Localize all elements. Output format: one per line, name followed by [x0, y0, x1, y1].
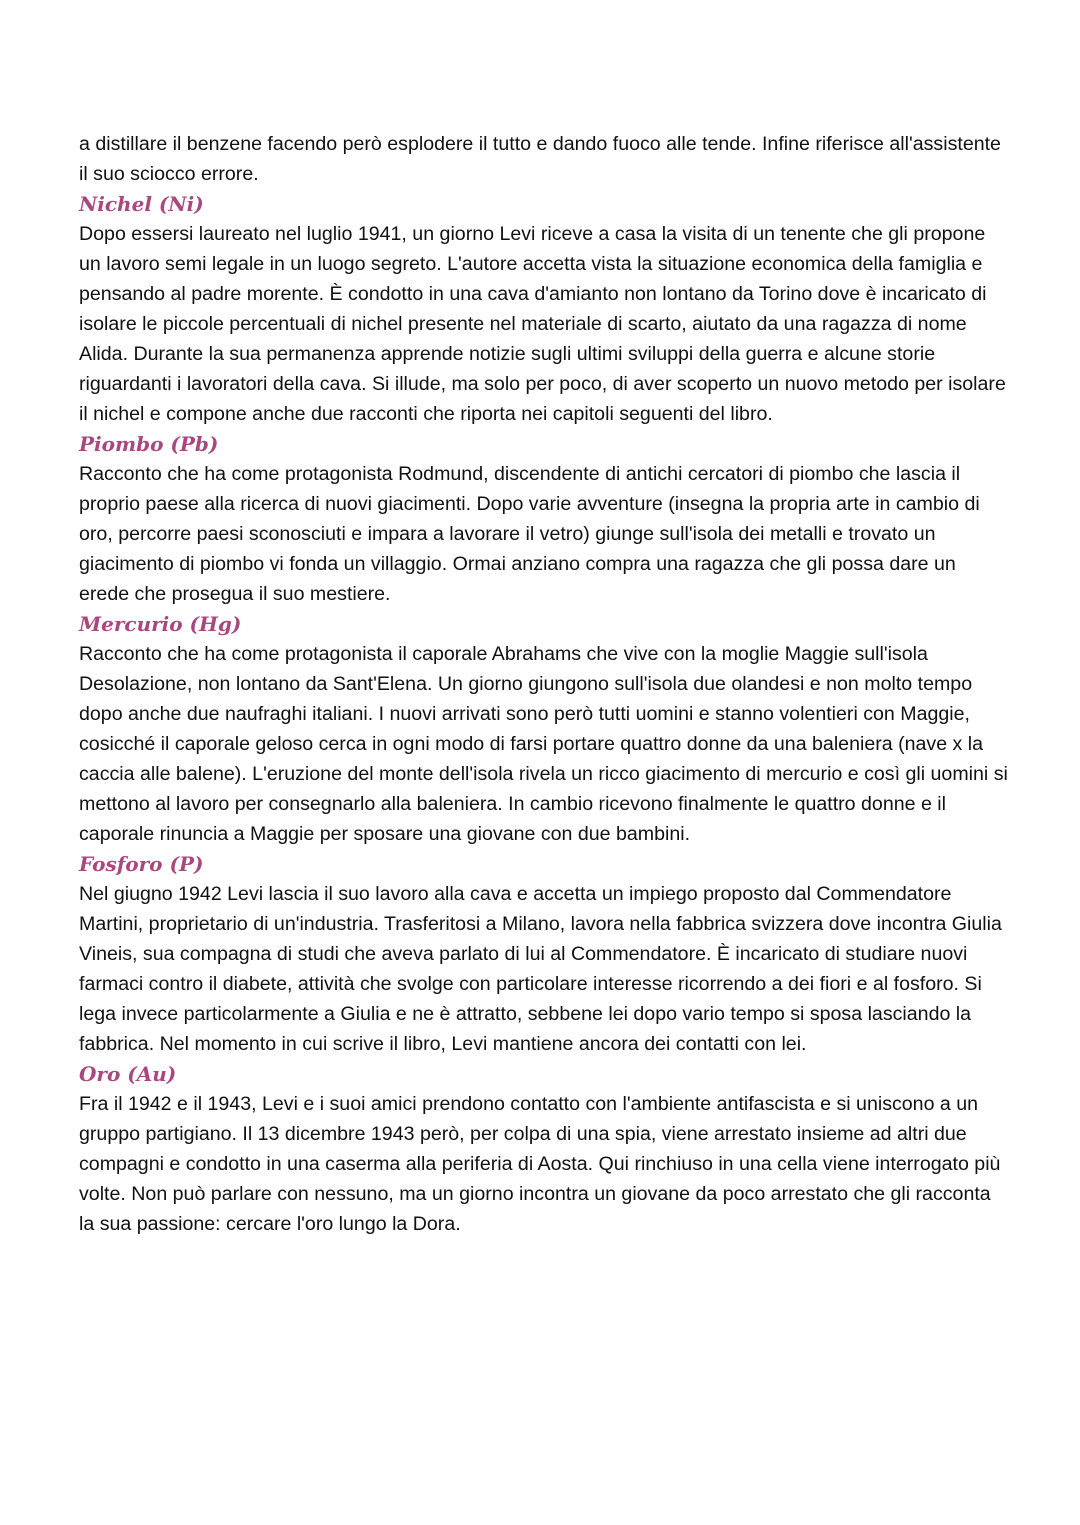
section-title-fosforo: Fosforo (P) [79, 852, 204, 876]
section-text-mercurio: Racconto che ha come protagonista il caporale Abrahams che vive con la moglie Maggie sull'isola Desolazione, non lontano da Sant'Elena. Un giorno giungono sull'isola due olandesi e non molto tempo dopo anche due naufraghi italiani. I nuovi arrivati sono però tutti uomini e stanno volentieri con Maggie, cosicché il caporale geloso cerca in ogni modo di farsi portare quattro donne da una baleniera (nave x la caccia alle balene). L'eruzione del monte dell'isola rivela un ricco giacimento di mercurio e così gli uomini si mettono al lavoro per consegnarlo alla baleniera. In cambio ricevono finalmente le quattro donne e il caporale rinuncia a Maggie per sposare una giovane con due bambini. [79, 643, 1008, 845]
section-text-nichel: Dopo essersi laureato nel luglio 1941, un giorno Levi riceve a casa la visita di un tenente che gli propone un lavoro semi legale in un luogo segreto. L'autore accetta vista la situazione economica della famiglia e pensando al padre morente. È condotto in una cava d'amianto non lontano da Torino dove è incaricato di isolare le piccole percentuali di nichel presente nel materiale di scarto, aiutato da una ragazza di nome Alida. Durante la sua permanenza apprende notizie sugli ultimi sviluppi della guerra e alcune storie riguardanti i lavoratori della cava. Si illude, ma solo per poco, di aver scoperto un nuovo metodo per isolare il nichel e compone anche due racconti che riporta nei capitoli seguenti del libro. [79, 223, 1006, 425]
section-text-oro: Fra il 1942 e il 1943, Levi e i suoi amici prendono contatto con l'ambiente antifascista e si uniscono a un gruppo partigiano. Il 13 dicembre 1943 però, per colpa di una spia, viene arrestato insieme ad altri due compagni e condotto in una caserma alla periferia di Aosta. Qui rinchiuso in una cella viene interrogato più volte. Non può parlare con nessuno, ma un giorno incontra un giovane da poco arrestato che gli racconta la sua passione: cercare l'oro lungo la Dora. [79, 1093, 1001, 1235]
section-text-piombo: Racconto che ha come protagonista Rodmund, discendente di antichi cercatori di piombo che lascia il proprio paese alla ricerca di nuovi giacimenti. Dopo varie avventure (insegna la propria arte in cambio di oro, percorre paesi sconosciuti e impara a lavorare il vetro) giunge sull'isola dei metalli e trovato un giacimento di piombo vi fonda un villaggio. Ormai anziano compra una ragazza che gli possa dare un erede che prosegua il suo mestiere. [79, 463, 980, 605]
section-title-piombo: Piombo (Pb) [79, 432, 219, 456]
section-text-fosforo: Nel giugno 1942 Levi lascia il suo lavoro alla cava e accetta un impiego proposto dal Commendatore Martini, proprietario di un'industria. Trasferitosi a Milano, lavora nella fabbrica svizzera dove incontra Giulia Vineis, sua compagna di studi che aveva parlato di lui al Commendatore. È incaricato di studiare nuovi farmaci contro il diabete, attività che svolge con particolare interesse ricorrendo a dei fiori e al fosforo. Si lega invece particolarmente a Giulia e ne è attratto, sebbene lei dopo vario tempo si sposa lasciando la fabbrica. Nel momento in cui scrive il libro, Levi mantiene ancora dei contatti con lei. [79, 883, 1002, 1055]
section-title-nichel: Nichel (Ni) [79, 192, 204, 216]
intro-paragraph: a distillare il benzene facendo però esplodere il tutto e dando fuoco alle tende. Infine riferisce all'assistente il suo sciocco errore. [79, 133, 1001, 185]
document-page [79, 129, 1009, 1239]
section-title-mercurio: Mercurio (Hg) [79, 612, 242, 636]
section-title-oro: Oro (Au) [79, 1062, 177, 1086]
